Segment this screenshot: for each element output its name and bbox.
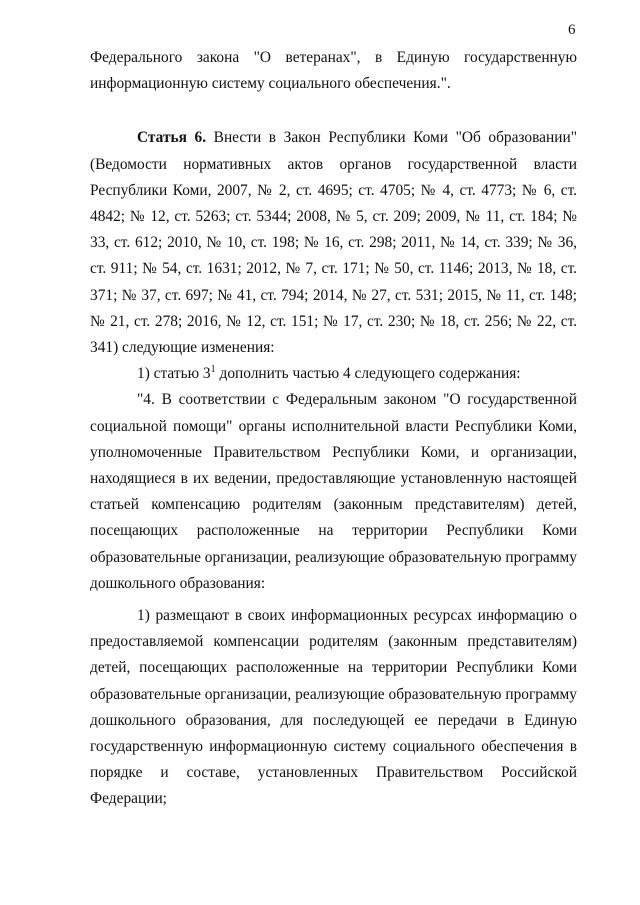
subitem-1-paragraph: 1) размещают в своих информационных ресурсах информацию о предоставляемой компенсации родителям (законным представителям) детей, посещающих расположенные на территории Республики Коми образовательные организации, реализующие образовательную программу дошкольного образования, для последующей ее передачи в Единую государственную информационную систему социального обеспечения в порядке и составе, установленных Правительством Российской Федерации; bbox=[90, 607, 577, 808]
paragraph-veterans-law-end: Федерального закона "О ветеранах", в Единую государственную информационную систему социального обеспечения.". bbox=[90, 49, 577, 93]
part-4-paragraph: "4. В соответствии с Федеральным законом "О государственной социальной помощи" органы исполнительной власти Республики Коми, уполномоченные Правительством Республики Коми, и организации, находящиеся в их ведении, предоставляющие установленную настоящей статьей компенсацию родителям (законным представителям) детей, посещающих расположенные на территории Республики Коми образовательные организации, реализующие образовательную программу дошкольного образования: bbox=[90, 391, 577, 592]
page-number: 6 bbox=[568, 22, 576, 38]
document-body bbox=[90, 45, 577, 813]
article-6-text: Внести в Закон Республики Коми "Об образовании" (Ведомости нормативных актов органов государственной власти Республики Коми, 2007, № 2, ст. 4695; ст. 4705; № 4, ст. 4773; № 6, ст. 4842; № 12, ст. 5263; ст. 5344; 2008, № 5, ст. 209; 2009, № 11, ст. 184; № 33, ст. 612; 2010, № 10, ст. 198; № 16, ст. 298; 2011, № 14, ст. 339; № 36, ст. 911; № 54, ст. 1631; 2012, № 7, ст. 171; № 50, ст. 1146; 2013, № 18, ст. 371; № 37, ст. 697; № 41, ст. 794; 2014, № 27, ст. 531; 2015, № 11, ст. 148; № 21, ст. 278; 2016, № 12, ст. 151; № 17, ст. 230; № 18, ст. 256; № 22, ст. 341) следующие изменения: bbox=[90, 129, 577, 357]
item-1-superscript: 1 bbox=[210, 364, 216, 376]
item-1-text-after: дополнить частью 4 следующего содержания: bbox=[215, 365, 521, 383]
item-1-text-before: 1) статью 3 bbox=[137, 365, 211, 383]
article-6-paragraph bbox=[90, 125, 577, 361]
item-1-paragraph bbox=[90, 361, 577, 387]
article-6-label: Статья 6. bbox=[137, 129, 207, 147]
